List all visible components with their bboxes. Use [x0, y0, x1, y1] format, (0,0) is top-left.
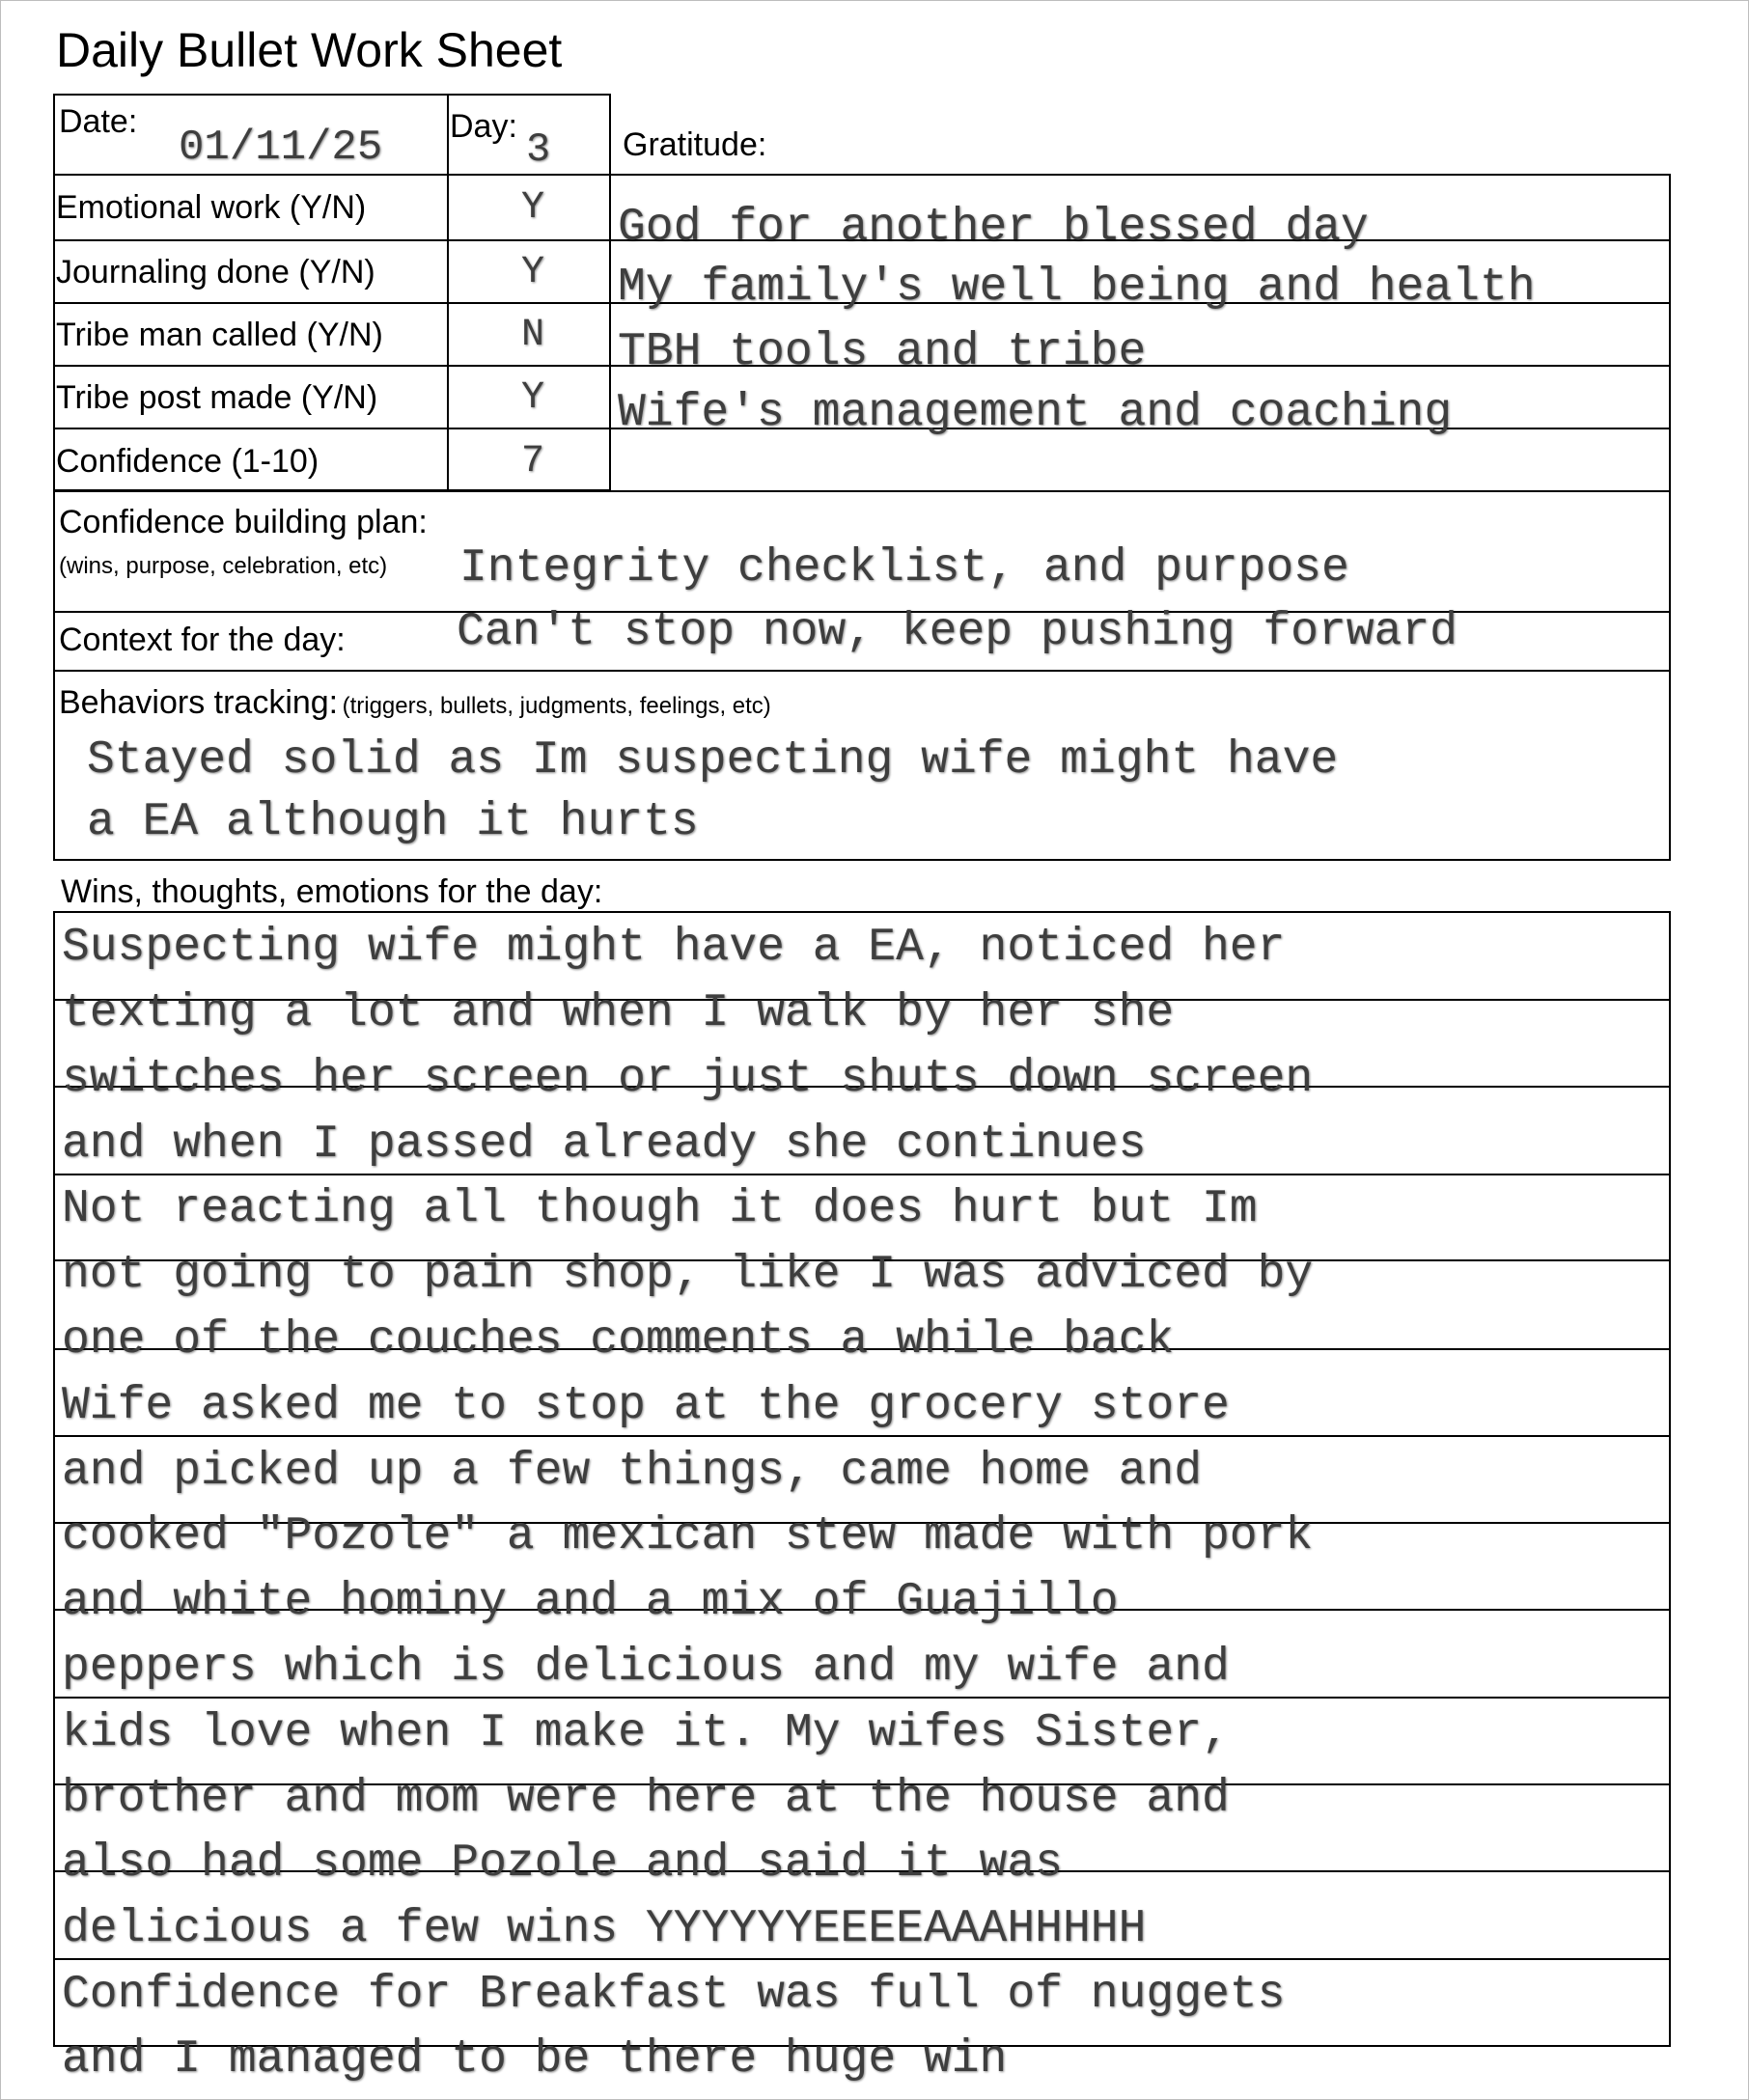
plan-sublabel: (wins, purpose, celebration, etc): [59, 553, 388, 579]
wins-line: kids love when I make it. My wifes Sister,: [62, 1707, 1230, 1759]
wins-line: texting a lot and when I walk by her she: [62, 987, 1175, 1039]
gratitude-label: Gratitude:: [623, 126, 767, 163]
tracking-table-divider: [447, 94, 449, 491]
wins-line: delicious a few wins YYYYYYEEEEAAAHHHHH: [62, 1903, 1147, 1955]
day-label: Day:: [450, 108, 517, 145]
sheet-title: Daily Bullet Work Sheet: [56, 23, 563, 77]
wins-line: cooked "Pozole" a mexican stew made with pork: [62, 1510, 1314, 1562]
wins-line: Wife asked me to stop at the grocery store: [62, 1380, 1230, 1432]
wins-line: one of the couches comments a while back: [62, 1314, 1175, 1367]
context-label: Context for the day:: [59, 622, 346, 658]
wins-line: also had some Pozole and said it was: [62, 1838, 1063, 1890]
behaviors-sublabel: (triggers, bullets, judgments, feelings, etc): [342, 693, 771, 719]
wins-line: peppers which is delicious and my wife and: [62, 1642, 1230, 1694]
behaviors-label: Behaviors tracking:: [59, 684, 339, 721]
gratitude-item: God for another blessed day: [618, 202, 1369, 254]
wins-line: not going to pain shop, like I was adviced by: [62, 1249, 1314, 1301]
wins-line: and I managed to be there huge win: [62, 2033, 1008, 2086]
wins-line: and picked up a few things, came home and: [62, 1446, 1202, 1498]
check-label: Tribe man called (Y/N): [56, 317, 383, 353]
check-label: Emotional work (Y/N): [56, 189, 367, 226]
context-value: Can't stop now, keep pushing forward: [457, 606, 1458, 658]
check-value: Y: [521, 186, 545, 230]
gratitude-item: TBH tools and tribe: [618, 326, 1147, 378]
wins-line: switches her screen or just shuts down screen: [62, 1053, 1314, 1105]
date-value: 01/11/25: [179, 124, 383, 172]
check-label: Journaling done (Y/N): [56, 254, 375, 290]
wins-line: brother and mom were here at the house and: [62, 1773, 1230, 1825]
behaviors-line: Stayed solid as Im suspecting wife might have: [87, 734, 1339, 787]
wins-line: Not reacting all though it does hurt but Im: [62, 1183, 1258, 1235]
wins-line: and white hominy and a mix of Guajillo: [62, 1576, 1119, 1628]
wins-line: Confidence for Breakfast was full of nuggets: [62, 1969, 1286, 2021]
behaviors-line: a EA although it hurts: [87, 796, 699, 848]
plan-label: Confidence building plan:: [59, 504, 428, 540]
check-value: N: [521, 314, 545, 357]
wins-line: Suspecting wife might have a EA, noticed her: [62, 922, 1286, 974]
gratitude-item: My family's well being and health: [618, 262, 1536, 314]
wins-line: and when I passed already she continues: [62, 1119, 1147, 1171]
check-value: Y: [521, 376, 545, 420]
plan-value: Integrity checklist, and purpose: [459, 542, 1349, 594]
check-label: Tribe post made (Y/N): [56, 379, 378, 416]
check-value: 7: [521, 440, 545, 484]
date-label: Date:: [59, 103, 138, 140]
day-value: 3: [526, 126, 551, 173]
wins-label: Wins, thoughts, emotions for the day:: [61, 873, 603, 910]
check-label: Confidence (1-10): [56, 443, 319, 480]
check-value: Y: [521, 251, 545, 294]
gratitude-item: Wife's management and coaching: [618, 387, 1453, 439]
